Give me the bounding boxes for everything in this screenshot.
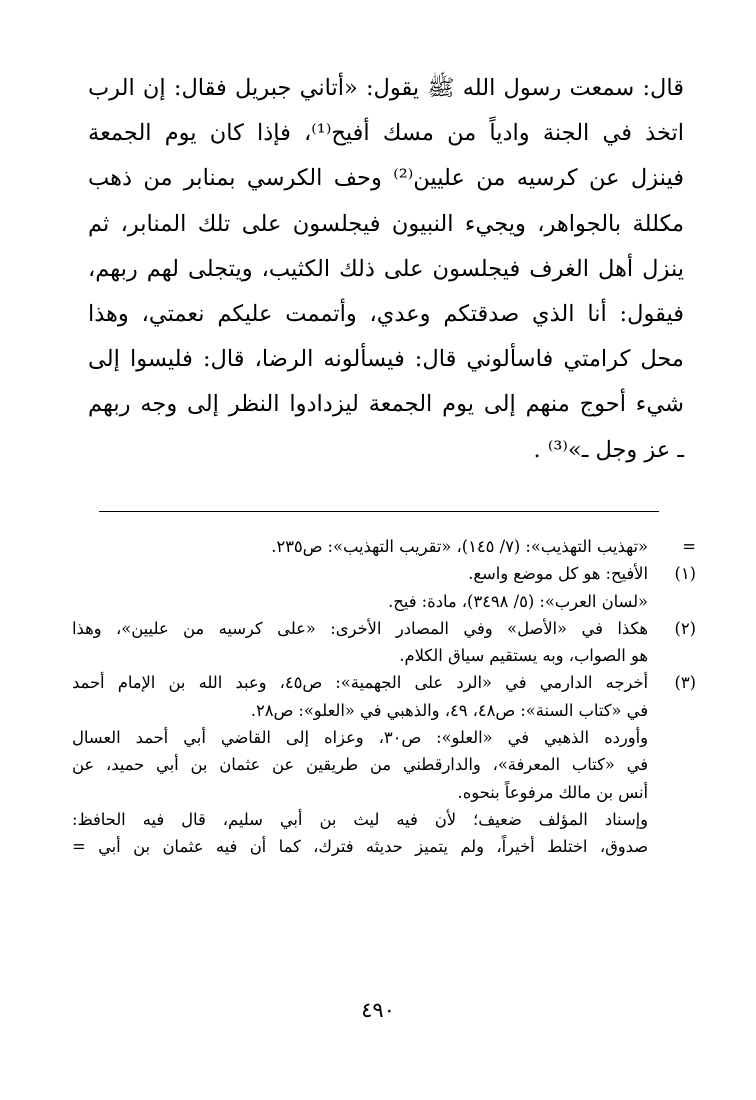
main-line: ـ عز وجل ـ»⁽³⁾ .: [533, 436, 684, 463]
footnote-line: صدوق، اختلط أخيراً، ولم يتميز حديثه فترك، كما أن فيه عثمان بن أبي =: [72, 837, 648, 857]
footnote-marker: (١): [674, 564, 696, 584]
main-line: فيقول: أنا الذي صدقتكم وعدي، وأتممت عليكم نعمتي، وهذا: [88, 300, 684, 327]
footnote-marker: (٣): [674, 673, 696, 693]
footnote-3: [72, 669, 696, 860]
main-line: اتخذ في الجنة وادياً من مسك أفيح⁽¹⁾، فإذا كان يوم الجمعة: [88, 120, 684, 147]
footnotes: [72, 533, 696, 861]
footnote-line: هكذا في «الأصل» وفي المصادر الأخرى: «على كرسيه من عليين»، وهذا: [72, 618, 648, 638]
footnote-line: «لسان العرب»: (٥/ ٣٤٩٨)، مادة: فيح.: [388, 591, 648, 611]
footnote-line: هو الصواب، وبه يستقيم سياق الكلام.: [399, 646, 648, 666]
footnote-line: أخرجه الدارمي في «الرد على الجهمية»: ص٤٥، وعبد الله بن الإمام أحمد: [72, 673, 648, 693]
footnote-line: في «كتاب المعرفة»، والدارقطني من طريقين عن عثمان بن أبي حميد، عن: [72, 755, 648, 775]
main-line: مكللة بالجواهر، ويجيء النبيون فيجلسون على تلك المنابر، ثم: [88, 210, 684, 237]
footnote-separator: [99, 511, 659, 512]
main-line: محل كرامتي فاسألوني قال: فيسألونه الرضا، قال: فليسوا إلى: [88, 346, 684, 373]
main-line: قال: سمعت رسول الله ﷺ يقول: «أتاني جبريل فقال: إن الرب: [88, 75, 684, 101]
footnote-line: «تهذيب التهذيب»: (٧/ ١٤٥)، «تقريب التهذيب»: ص٢٣٥.: [271, 537, 648, 556]
footnote-marker: (٢): [674, 618, 696, 638]
footnote-2: [72, 615, 696, 670]
footnote-line: الأفيح: هو كل موضع واسع.: [468, 564, 648, 584]
main-text: [88, 66, 684, 473]
footnote-line: وأورده الذهبي في «العلو»: ص٣٠، وعزاه إلى القاضي أبي أحمد العسال: [72, 728, 648, 748]
footnote-line: وإسناد المؤلف ضعيف؛ لأن فيه ليث بن أبي سليم، قال فيه الحافظ:: [72, 809, 648, 829]
page-number: ٤٩٠: [361, 998, 395, 1022]
main-line: فينزل عن كرسيه من عليين⁽²⁾ وحف الكرسي بمنابر من ذهب: [88, 165, 684, 192]
main-line: ينزل أهل الغرف فيجلسون على ذلك الكثيب، ويتجلى لهم ربهم،: [88, 255, 684, 282]
main-line: شيء أحوج منهم إلى يوم الجمعة ليزدادوا النظر إلى وجه ربهم: [88, 391, 684, 418]
footnote-line: أنس بن مالك مرفوعاً بنحوه.: [457, 782, 648, 802]
footnote-continuation: [72, 533, 696, 560]
footnote-marker: =: [682, 537, 696, 556]
footnote-line: في «كتاب السنة»: ص٤٨، ٤٩، والذهبي في «العلو»: ص٢٨.: [250, 700, 648, 720]
footnote-1: [72, 560, 696, 615]
